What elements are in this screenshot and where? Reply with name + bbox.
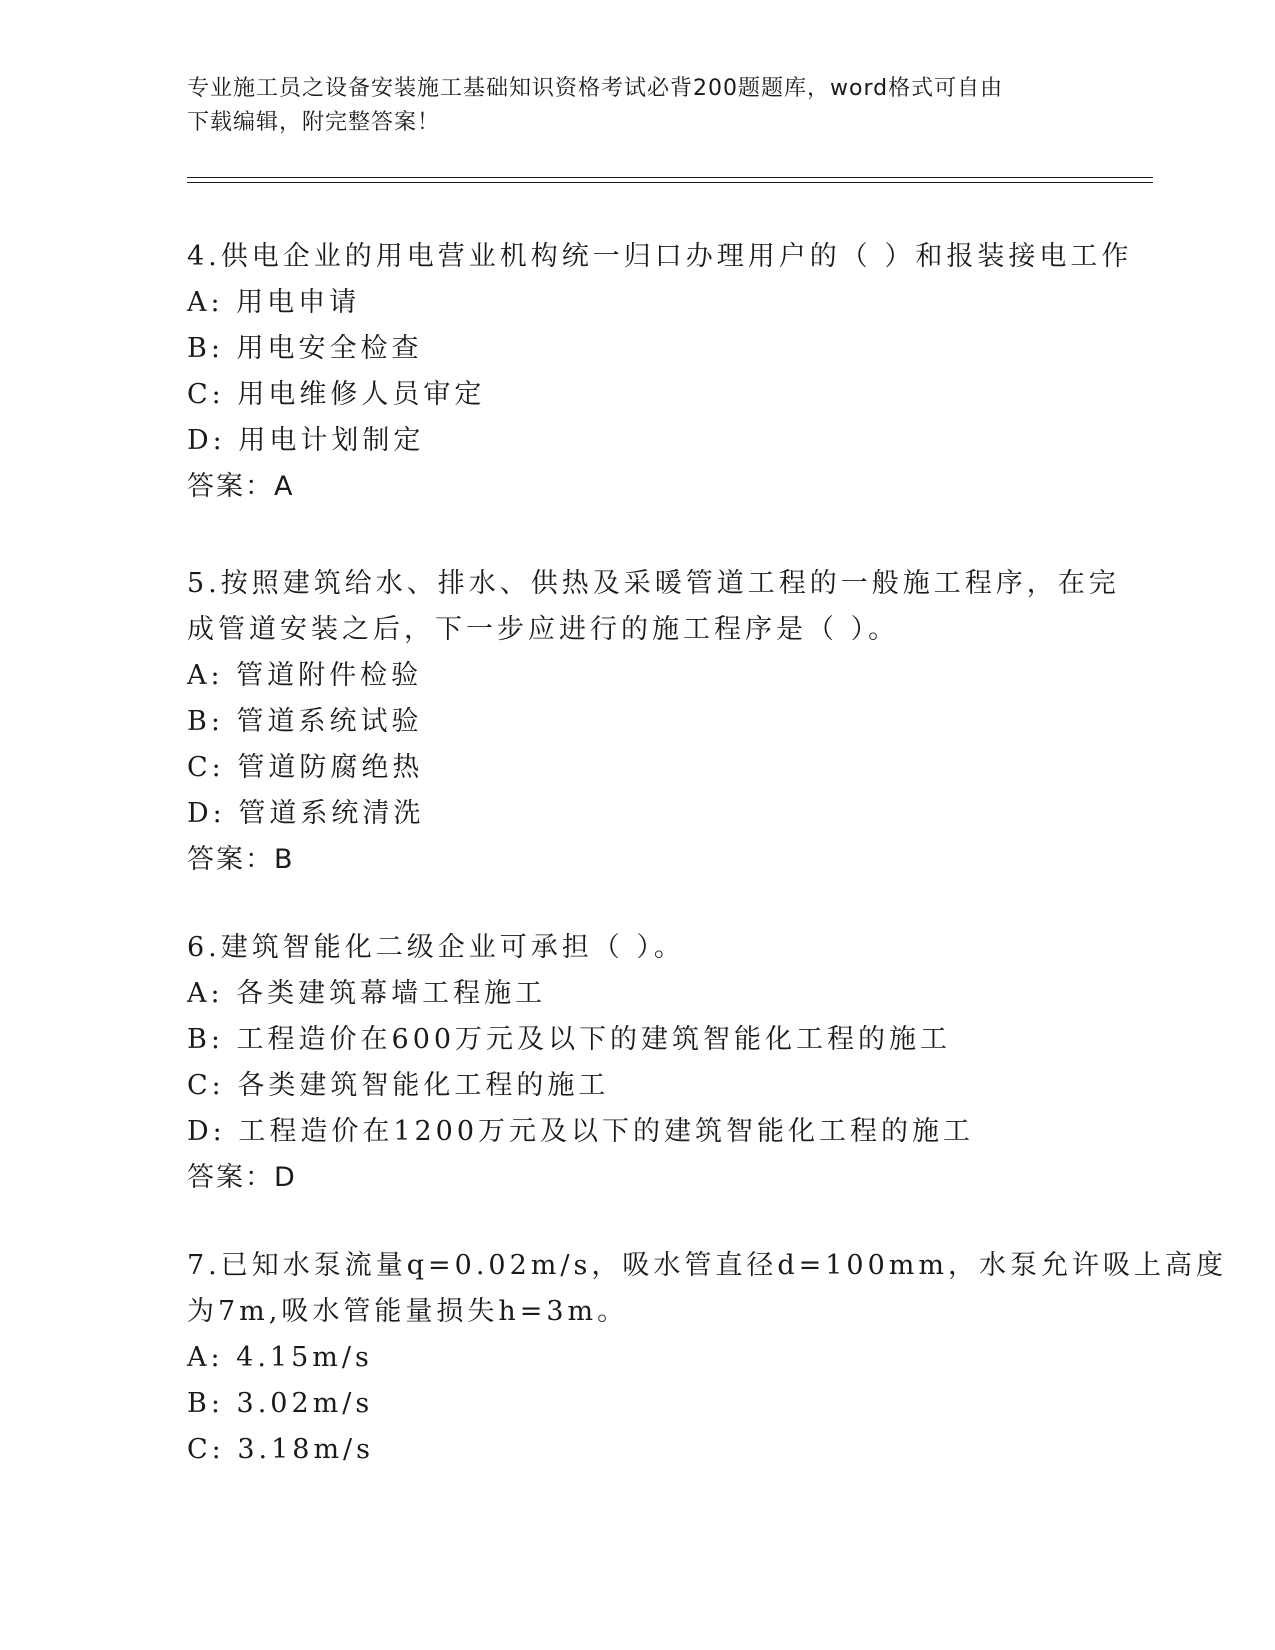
header-line-2: 下载编辑，附完整答案！ xyxy=(187,110,441,135)
document-header xyxy=(187,72,1087,140)
question-block xyxy=(187,1243,1227,1473)
header-line-1: 专业施工员之设备安装施工基础知识资格考试必背200题题库，word格式可自由 xyxy=(187,76,1004,101)
question-stem-continued: 成管道安装之后，下一步应进行的施工程序是（ ）。 xyxy=(187,614,900,645)
question-block xyxy=(187,925,1087,1201)
answer-line: 答案：D xyxy=(187,1162,297,1193)
option-a: A: 管道附件检验 xyxy=(187,660,423,691)
answer-line: 答案：A xyxy=(187,471,295,502)
question-stem: 5.按照建筑给水、排水、供热及采暖管道工程的一般施工程序，在完 xyxy=(187,568,1120,599)
option-c: C: 用电维修人员审定 xyxy=(187,379,486,410)
option-d: D: 管道系统清洗 xyxy=(187,798,425,829)
option-c: C: 3.18m/s xyxy=(187,1434,375,1465)
question-block xyxy=(187,561,1120,883)
answer-line: 答案：B xyxy=(187,844,295,875)
option-b: B: 管道系统试验 xyxy=(187,706,423,737)
question-stem: 6.建筑智能化二级企业可承担（ ）。 xyxy=(187,932,685,963)
header-divider-bottom xyxy=(187,182,1153,183)
option-d: D: 用电计划制定 xyxy=(187,425,425,456)
header-divider-top xyxy=(187,177,1153,178)
option-c: C: 管道防腐绝热 xyxy=(187,752,424,783)
question-stem-continued: 为7m,吸水管能量损失h=3m。 xyxy=(187,1296,629,1327)
option-a: A: 用电申请 xyxy=(187,287,361,318)
option-d: D: 工程造价在1200万元及以下的建筑智能化工程的施工 xyxy=(187,1116,975,1147)
option-a: A: 4.15m/s xyxy=(187,1342,373,1373)
option-b: B: 工程造价在600万元及以下的建筑智能化工程的施工 xyxy=(187,1024,952,1055)
question-stem: 7.已知水泵流量q=0.02m/s，吸水管直径d=100mm，水泵允许吸上高度 xyxy=(187,1250,1227,1281)
option-c: C: 各类建筑智能化工程的施工 xyxy=(187,1070,610,1101)
option-a: A: 各类建筑幕墙工程施工 xyxy=(187,978,547,1009)
option-b: B: 用电安全检查 xyxy=(187,333,423,364)
question-stem: 4.供电企业的用电营业机构统一归口办理用户的（ ）和报装接电工作 xyxy=(187,241,1133,272)
question-block xyxy=(187,234,1133,510)
option-b: B: 3.02m/s xyxy=(187,1388,374,1419)
